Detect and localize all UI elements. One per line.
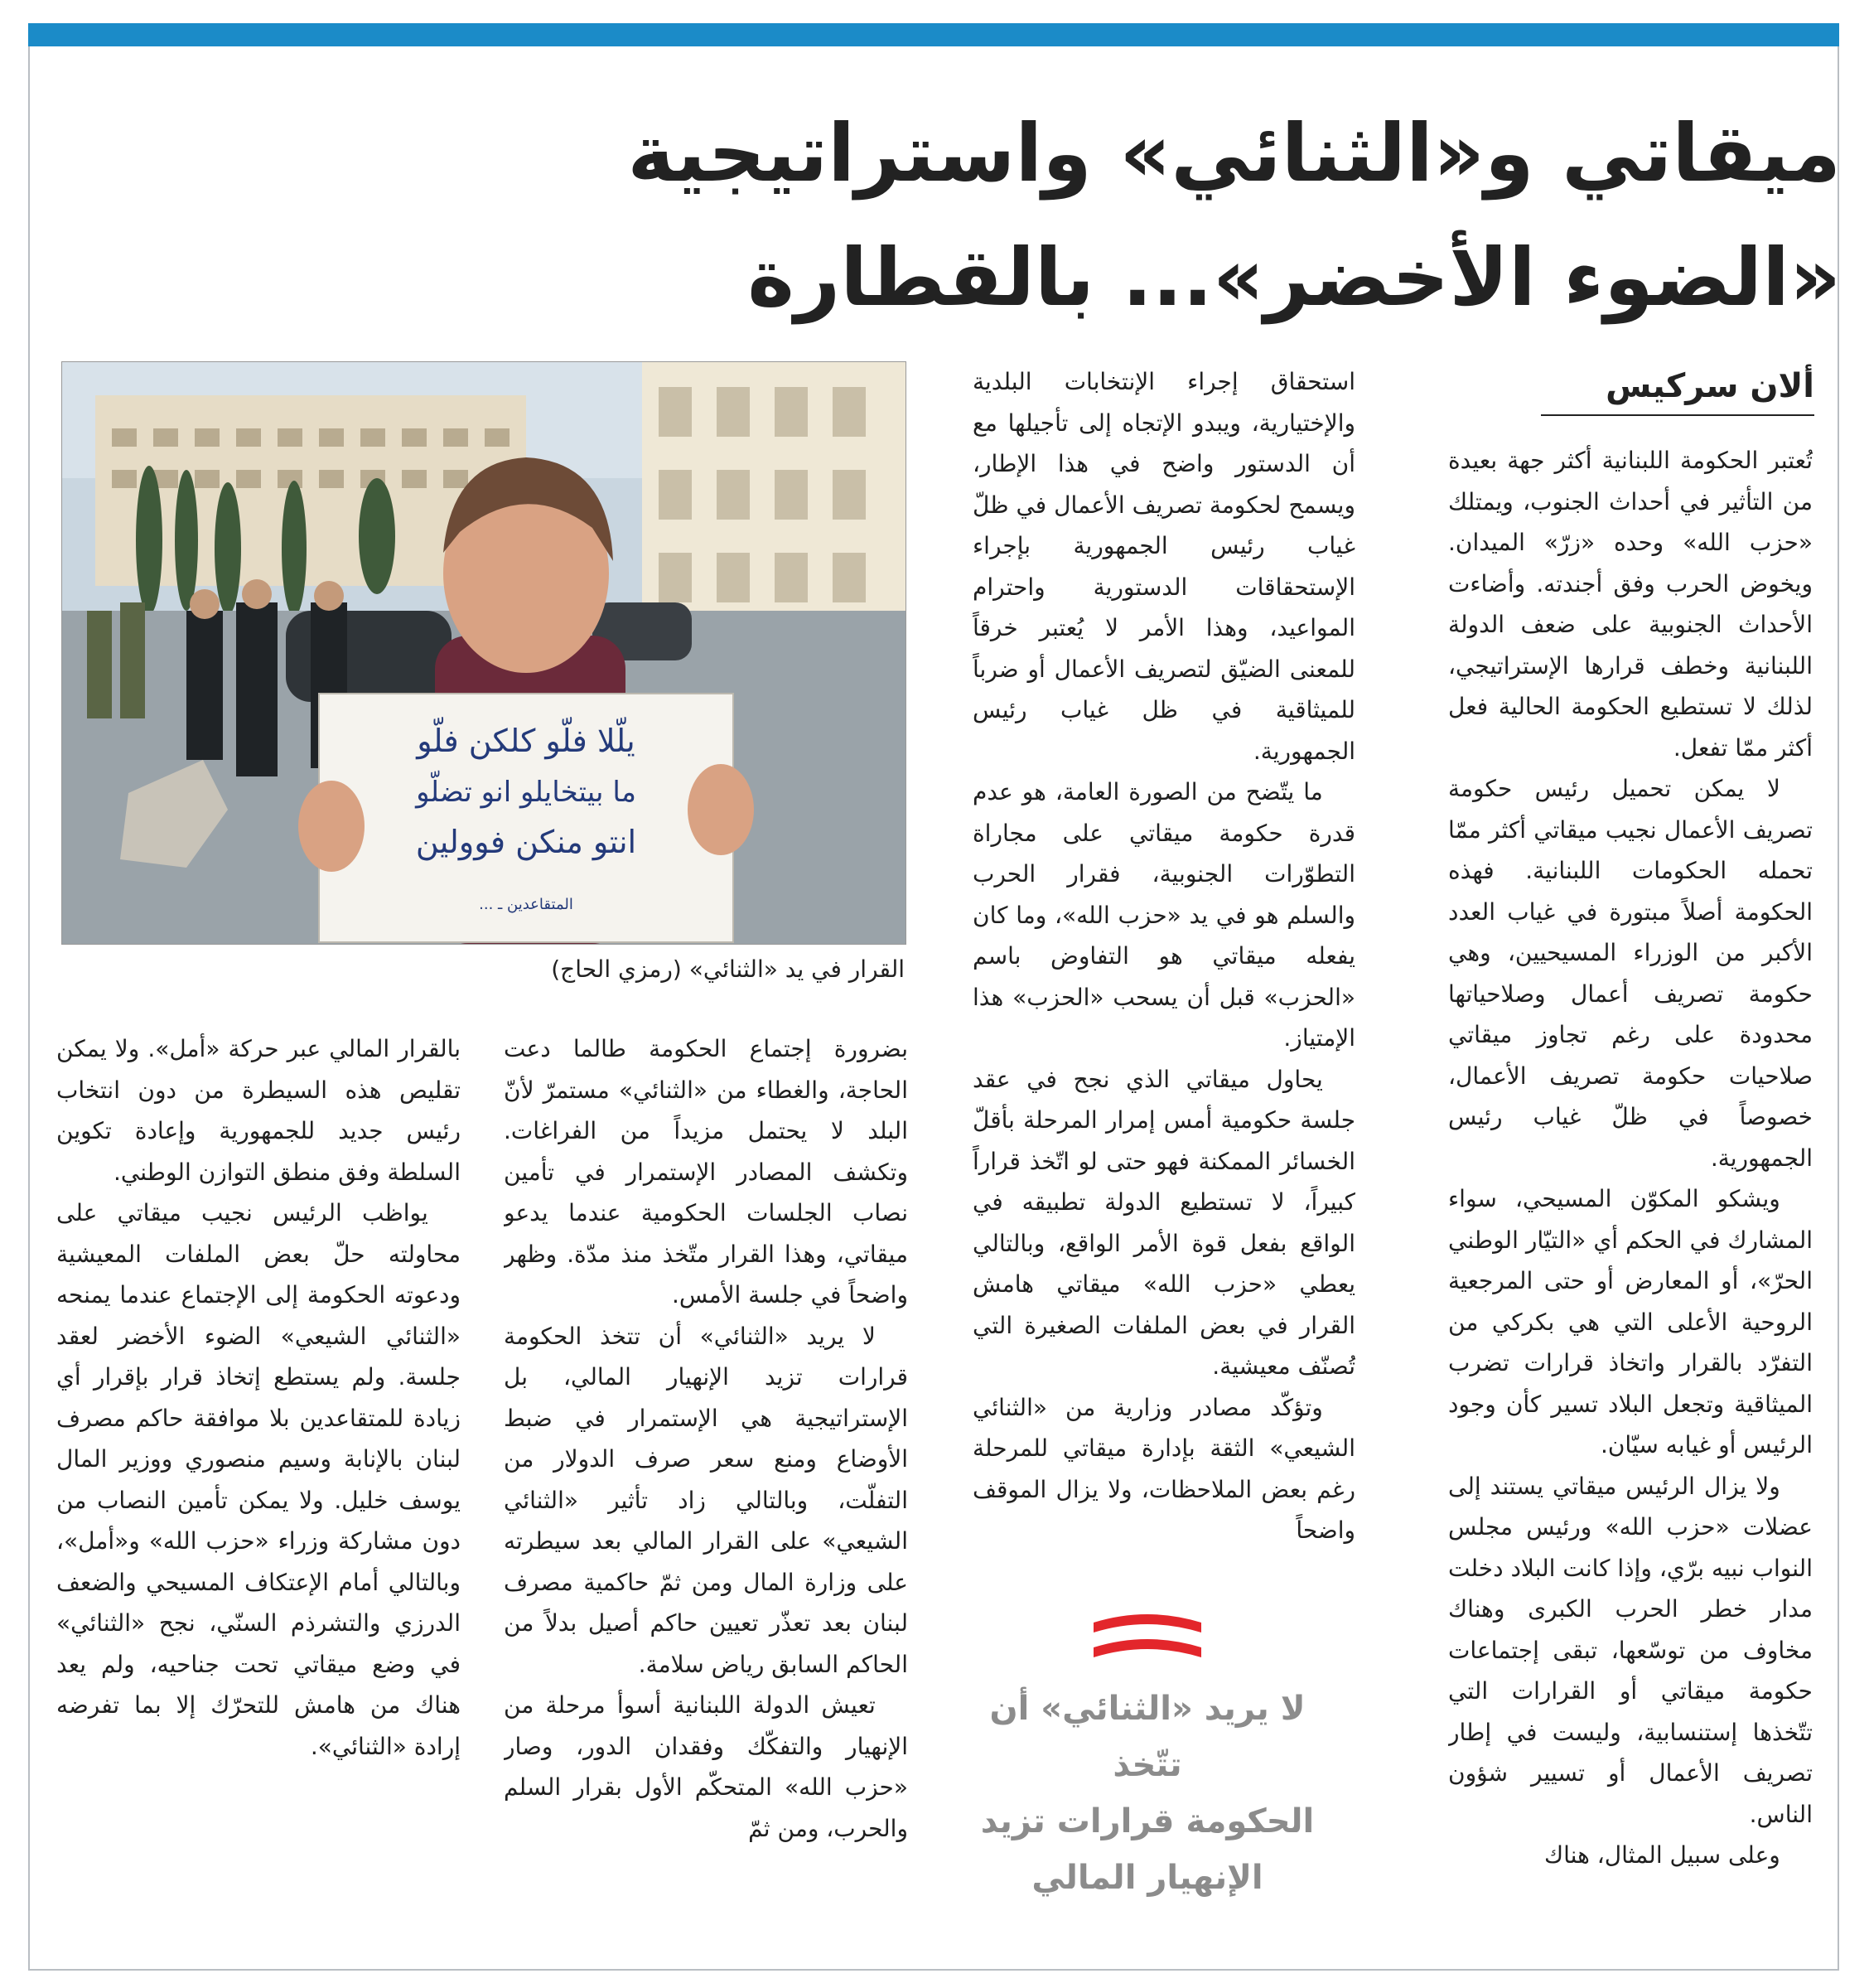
headline [60, 91, 1841, 340]
paragraph: يحاول ميقاتي الذي نجح في عقد جلسة حكومية أمس إمرار المرحلة بأقلّ الخسائر الممكنة فهو حتى لو اتّخذ قراراً كبيراً، لا تستطيع الدولة تطبيقه في الواقع بفعل قوة الأمر الواقع، وبالتالي يعطي «حزب الله» ميقاتي هامش القرار في بعض الملفات الصغيرة التي تُصنّف معيشية. [973, 1065, 1355, 1380]
photo-caption: القرار في يد «الثنائي» (رمزي الحاج) [551, 955, 905, 983]
pull-quote [953, 1608, 1342, 1906]
accent-top-bar [28, 23, 1839, 46]
sign-text-line-1: يلّلا فلّو كلكن فلّو [417, 723, 635, 759]
paragraph: ويشكو المكوّن المسيحي، سواء المشارك في الحكم أي «التيّار الوطني الحرّ»، أو المعارض أو حتى المرجعية الروحية الأعلى التي هي بكركي من التفرّد بالقرار واتخاذ قرارات تضرب الميثاقية وتجعل البلاد تسير كأن وجود الرئيس أو غيابه سيّان. [1448, 1185, 1813, 1458]
sign-footer-text: المتقاعدين ـ ... [479, 896, 573, 913]
paragraph: لا يريد «الثنائي» أن تتخذ الحكومة قرارات تزيد الإنهيار المالي، بل الإستراتيجية هي الإستمرار في ضبط الأوضاع ومنع سعر صرف الدولار من التفلّت، وبالتالي زاد تأثير «الثنائي الشيعي» على القرار المالي بعد سيطرته على وزارة المال ومن ثمّ حاكمية مصرف لبنان بعد تعذّر تعيين حاكم أصيل بدلاً من الحاكم السابق رياض سلامة. [504, 1322, 908, 1678]
paragraph: وتؤكّد مصادر وزارية من «الثنائي الشيعي» الثقة بإدارة ميقاتي للمرحلة رغم بعض الملاحظات، ولا يزال الموقف واضحاً [973, 1393, 1355, 1544]
paragraph: ولا يزال الرئيس ميقاتي يستند إلى عضلات «حزب الله» ورئيس مجلس النواب نبيه برّي، وإذا كانت البلاد دخلت مدار خطر الحرب الكبرى وهناك مخاوف من توسّعها، تبقى إجتماعات حكومة ميقاتي أو القرارات التي تتّخذها إستنسابية، وليست في إطار تصريف الأعمال أو تسيير شؤون الناس. [1448, 1472, 1813, 1828]
article-photo [61, 361, 906, 945]
pull-quote-line-1: لا يريد «الثنائي» أن تتّخذ [989, 1690, 1306, 1784]
paragraph: استحقاق إجراء الإنتخابات البلدية والإختيارية، ويبدو الإتجاه إلى تأجيلها مع أن الدستور واضح في هذا الإطار، ويسمح لحكومة تصريف الأعمال في ظلّ غياب رئيس الجمهورية بإجراء الإستحقاقات الدستورية واحترام المواعيد، وهذا الأمر لا يُعتبر خرقاً للمعنى الضيّق لتصريف الأعمال أو ضرباً للميثاقية في ظل غياب رئيس الجمهورية. [973, 368, 1355, 765]
paragraph: تعيش الدولة اللبنانية أسوأ مرحلة من الإنهيار والتفكّك وفقدان الدور، وصار «حزب الله» المتحكّم الأول بقرار السلم والحرب، ومن ثمّ [504, 1691, 908, 1842]
paragraph: ما يتّضح من الصورة العامة، هو عدم قدرة حكومة ميقاتي على مجاراة التطوّرات الجنوبية، فقرار الحرب والسلم هو في يد «حزب الله»، وما كان يفعله ميقاتي هو التفاوض باسم «الحزب» قبل أن يسحب «الحزب» هذا الإمتياز. [973, 778, 1355, 1052]
protest-photo-illustration [62, 362, 906, 944]
paragraph: يواظب الرئيس نجيب ميقاتي على محاولته حلّ بعض الملفات المعيشية ودعوته الحكومة إلى الإجتماع عندما يمنحه «الثنائي الشيعي» الضوء الأخضر لعقد جلسة. ولم يستطع إتخاذ قرار بإقرار أي زيادة للمتقاعدين بلا موافقة حاكم مصرف لبنان بالإنابة وسيم منصوري ووزير المال يوسف خليل. ولا يمكن تأمين النصاب من دون مشاركة وزراء «حزب الله» و«أمل»، وبالتالي أمام الإعتكاف المسيحي والضعف الدرزي والتشرذم السنّي، نجح «الثنائي» في وضع ميقاتي تحت جناحيه، ولم يعد هناك من هامش للتحرّك إلا بما تفرضه إرادة «الثنائي». [56, 1199, 461, 1760]
lebanon-flag-stripes-icon [1085, 1608, 1210, 1666]
article-column-2 [973, 361, 1355, 1588]
headline-line-1: ميقاتي و«الثنائي» واستراتيجية [627, 107, 1841, 200]
pull-quote-line-3: الإنهيار المالي [1031, 1859, 1263, 1897]
sign-text-line-3: انتو منكن فوولين [415, 824, 637, 860]
author-byline: ألان سركيس [1541, 361, 1814, 416]
headline-line-2: «الضوء الأخضر»... بالقطارة [747, 231, 1841, 324]
pull-quote-line-2: الحكومة قرارات تزيد [980, 1802, 1315, 1840]
paragraph: بضرورة إجتماع الحكومة طالما دعت الحاجة، والغطاء من «الثنائي» مستمرّ لأنّ البلد لا يحتمل مزيداً من الفراغات. وتكشف المصادر الإستمرار في تأمين نصاب الجلسات الحكومية عندما يدعو ميقاتي، وهذا القرار متّخذ منذ مدّة. وظهر واضحاً في جلسة الأمس. [504, 1035, 908, 1308]
article-column-1 [1448, 440, 1813, 1942]
paragraph: وعلى سبيل المثال، هناك [1544, 1841, 1780, 1869]
article-column-3 [504, 1028, 908, 1944]
sign-text-line-2: ما بيتخايلو انو تضلّو [416, 776, 636, 809]
article-column-4 [56, 1028, 461, 1944]
paragraph: لا يمكن تحميل رئيس حكومة تصريف الأعمال نجيب ميقاتي أكثر ممّا تحمله الحكومات اللبنانية. فهذه الحكومة أصلاً مبتورة في غياب العدد الأكبر من الوزراء المسيحيين، وهي حكومة تصريف أعمال وصلاحياتها محدودة على رغم تجاوز ميقاتي صلاحيات حكومة تصريف الأعمال، خصوصاً في ظلّ غياب رئيس الجمهورية. [1448, 775, 1813, 1172]
paragraph: بالقرار المالي عبر حركة «أمل». ولا يمكن تقليص هذه السيطرة من دون انتخاب رئيس جديد للجمهورية وإعادة تكوين السلطة وفق منطق التوازن الوطني. [56, 1035, 461, 1186]
paragraph: تُعتبر الحكومة اللبنانية أكثر جهة بعيدة من التأثير في أحداث الجنوب، ويمتلك «حزب الله» وحده «زرّ» الميدان. ويخوض الحرب وفق أجندته. وأضاءت الأحداث الجنوبية على ضعف الدولة اللبنانية وخطف قرارها الإستراتيجي، لذلك لا تستطيع الحكومة الحالية فعل أكثر ممّا تفعل. [1448, 447, 1813, 762]
